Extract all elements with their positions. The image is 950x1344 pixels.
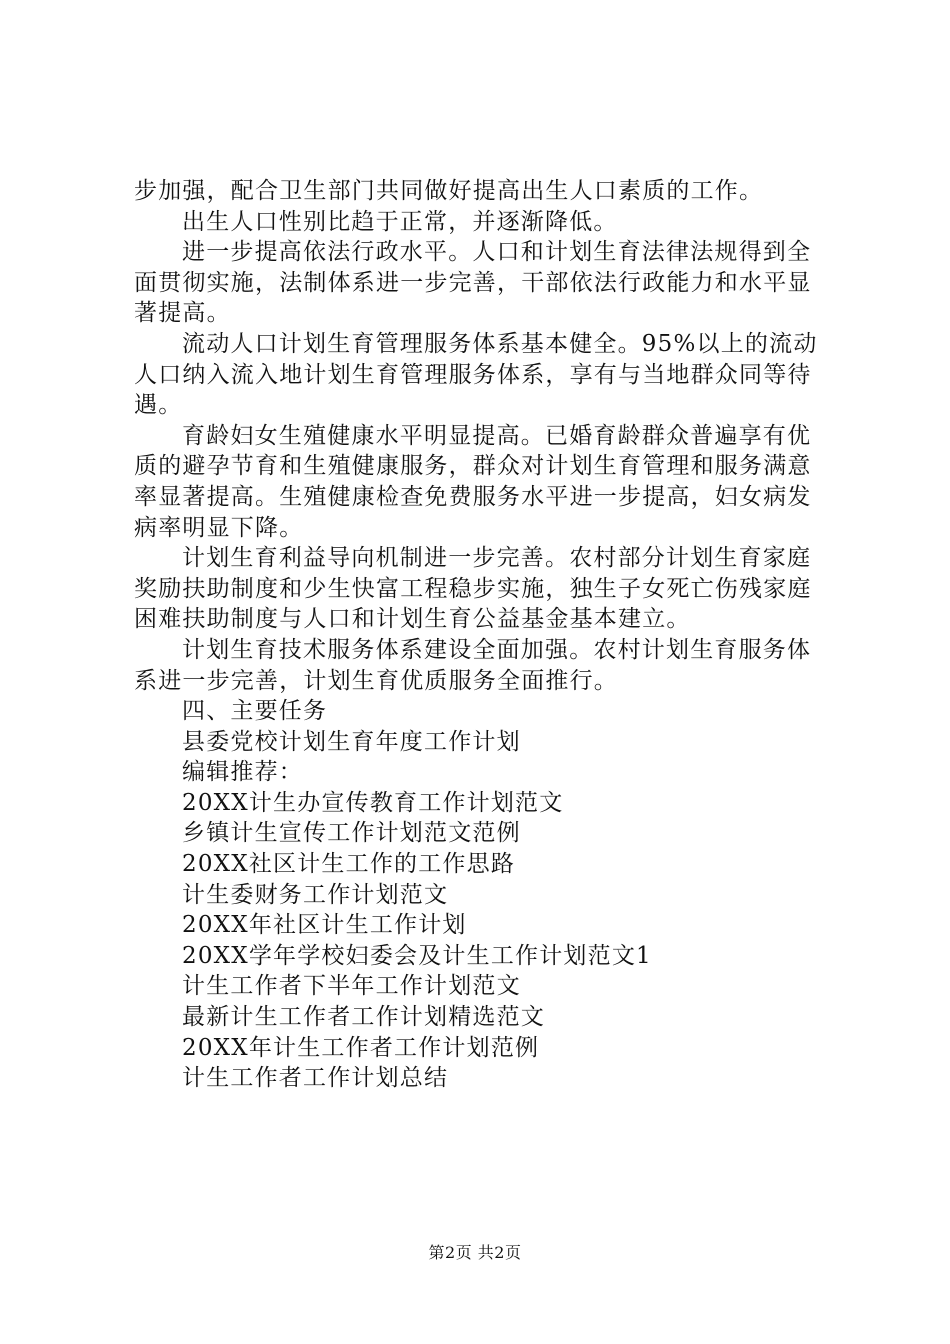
recommendation-link[interactable]: 20XX计生办宣传教育工作计划范文 [182,789,564,816]
paragraph-5: 育龄妇女生殖健康水平明显提高。已婚育龄群众普遍享有优质的避孕节育和生殖健康服务，群众对计划生育管理和服务满意率显著提高。生殖健康检查免费服务水平进一步提高，妇女病发病率明显下降。 [134,422,812,541]
document-body [134,176,830,1094]
recommendation-link[interactable]: 20XX社区计生工作的工作思路 [182,851,516,878]
page-footer: 第2页 共2页 [428,1243,522,1262]
paragraph-7: 计划生育技术服务体系建设全面加强。农村计划生育服务体系进一步完善，计划生育优质服务全面推行。 [134,636,812,694]
recommendation-link[interactable]: 20XX年计生工作者工作计划范例 [182,1034,540,1061]
section-heading: 四、主要任务 [182,698,328,725]
recommend-label: 编辑推荐： [182,759,303,786]
paragraph-1: 步加强，配合卫生部门共同做好提高出生人口素质的工作。 [134,178,764,204]
paragraph-4: 流动人口计划生育管理服务体系基本健全。95%以上的流动人口纳入流入地计划生育管理服务体系，享有与当地群众同等待遇。 [134,330,818,419]
paragraph-2: 出生人口性别比趋于正常，并逐渐降低。 [182,208,618,235]
recommendation-link[interactable]: 乡镇计生宣传工作计划范文范例 [182,820,521,847]
recommendation-link[interactable]: 计生委财务工作计划范文 [182,881,449,908]
recommendation-link[interactable]: 20XX学年学校妇委会及计生工作计划范文1 [182,942,652,969]
paragraph-3: 进一步提高依法行政水平。人口和计划生育法律法规得到全面贯彻实施，法制体系进一步完善，干部依法行政能力和水平显著提高。 [134,239,812,327]
recommendation-link[interactable]: 计生工作者工作计划总结 [182,1065,449,1092]
recommendation-list [134,788,830,1094]
paragraph-6: 计划生育利益导向机制进一步完善。农村部分计划生育家庭奖励扶助制度和少生快富工程稳步实施，独生子女死亡伤残家庭困难扶助制度与人口和计划生育公益基金基本建立。 [134,545,812,633]
recommendation-link[interactable]: 20XX年社区计生工作计划 [182,912,467,939]
recommendation-link[interactable]: 计生工作者下半年工作计划范文 [182,973,521,1000]
doc-title: 县委党校计划生育年度工作计划 [182,728,521,755]
recommendation-link[interactable]: 最新计生工作者工作计划精选范文 [182,1004,545,1031]
